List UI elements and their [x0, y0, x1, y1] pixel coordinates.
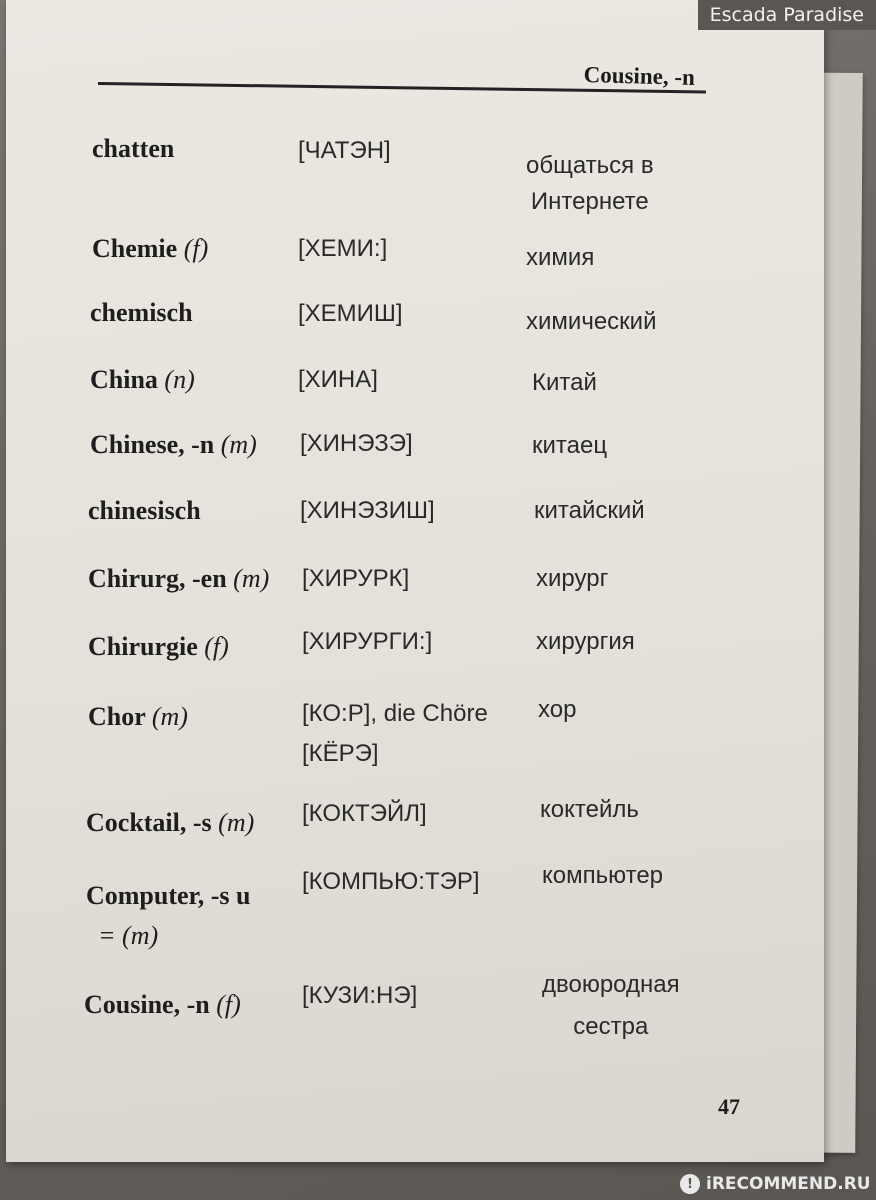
exclamation-icon: ! — [680, 1174, 700, 1194]
site-logo-text: iRECOMMEND.RU — [706, 1174, 871, 1194]
entry-translation: хор — [538, 696, 577, 723]
entry-term: Cocktail, -s (m) — [86, 808, 255, 837]
entry-pronunciation: [ХИНЭЗИШ] — [300, 497, 435, 524]
entry-translation: китаец — [532, 432, 608, 459]
entry-term: China (n) — [90, 365, 195, 394]
running-head: Cousine, -n — [583, 62, 696, 90]
entry-term: chemisch — [90, 298, 193, 327]
entry-translation: коктейль — [540, 796, 639, 823]
entry-pronunciation: [ХЕМИ:] — [298, 235, 388, 262]
site-logo — [680, 1174, 871, 1194]
page-number: 47 — [718, 1094, 740, 1119]
entry-pronunciation: [ХЕМИШ] — [298, 300, 403, 327]
entry-term: chinesisch — [88, 496, 201, 525]
entry-pronunciation: [КОМПЬЮ:ТЭР] — [302, 868, 480, 895]
entry-term: Chor (m) — [88, 702, 188, 731]
entry-translation: общаться в Интернете — [526, 152, 654, 215]
entry-translation: химический — [526, 308, 657, 335]
entry-term: Chirurgie (f) — [88, 632, 229, 661]
entry-pronunciation: [ХИНА] — [298, 366, 378, 393]
book-page — [6, 0, 824, 1162]
entry-term: Computer, -s u = (m) — [86, 881, 251, 950]
entry-pronunciation: [ХИНЭЗЭ] — [300, 430, 413, 457]
entry-translation: Китай — [532, 369, 597, 396]
entry-pronunciation: [КУЗИ:НЭ] — [302, 982, 418, 1009]
entry-term: Chirurg, -en (m) — [88, 564, 270, 593]
entry-pronunciation: [КО:Р], die Chöre [КЁРЭ] — [302, 700, 488, 767]
entry-term: Chemie (f) — [92, 234, 209, 263]
entry-term: chatten — [92, 134, 175, 163]
entry-translation: компьютер — [542, 862, 664, 889]
entry-term: Cousine, -n (f) — [84, 990, 241, 1019]
entry-translation: химия — [526, 244, 595, 271]
entry-translation: хирургия — [536, 628, 635, 655]
watermark-label: Escada Paradise — [698, 0, 876, 30]
entry-translation: двоюродная сестра — [542, 971, 680, 1040]
entry-term: Chinese, -n (m) — [90, 430, 257, 459]
entry-pronunciation: [ХИРУРК] — [302, 565, 410, 592]
entry-pronunciation: [КОКТЭЙЛ] — [302, 800, 427, 827]
entry-pronunciation: [ЧАТЭН] — [298, 137, 391, 164]
entry-translation: хирург — [536, 565, 609, 592]
entry-pronunciation: [ХИРУРГИ:] — [302, 628, 433, 655]
entry-translation: китайский — [534, 497, 645, 524]
